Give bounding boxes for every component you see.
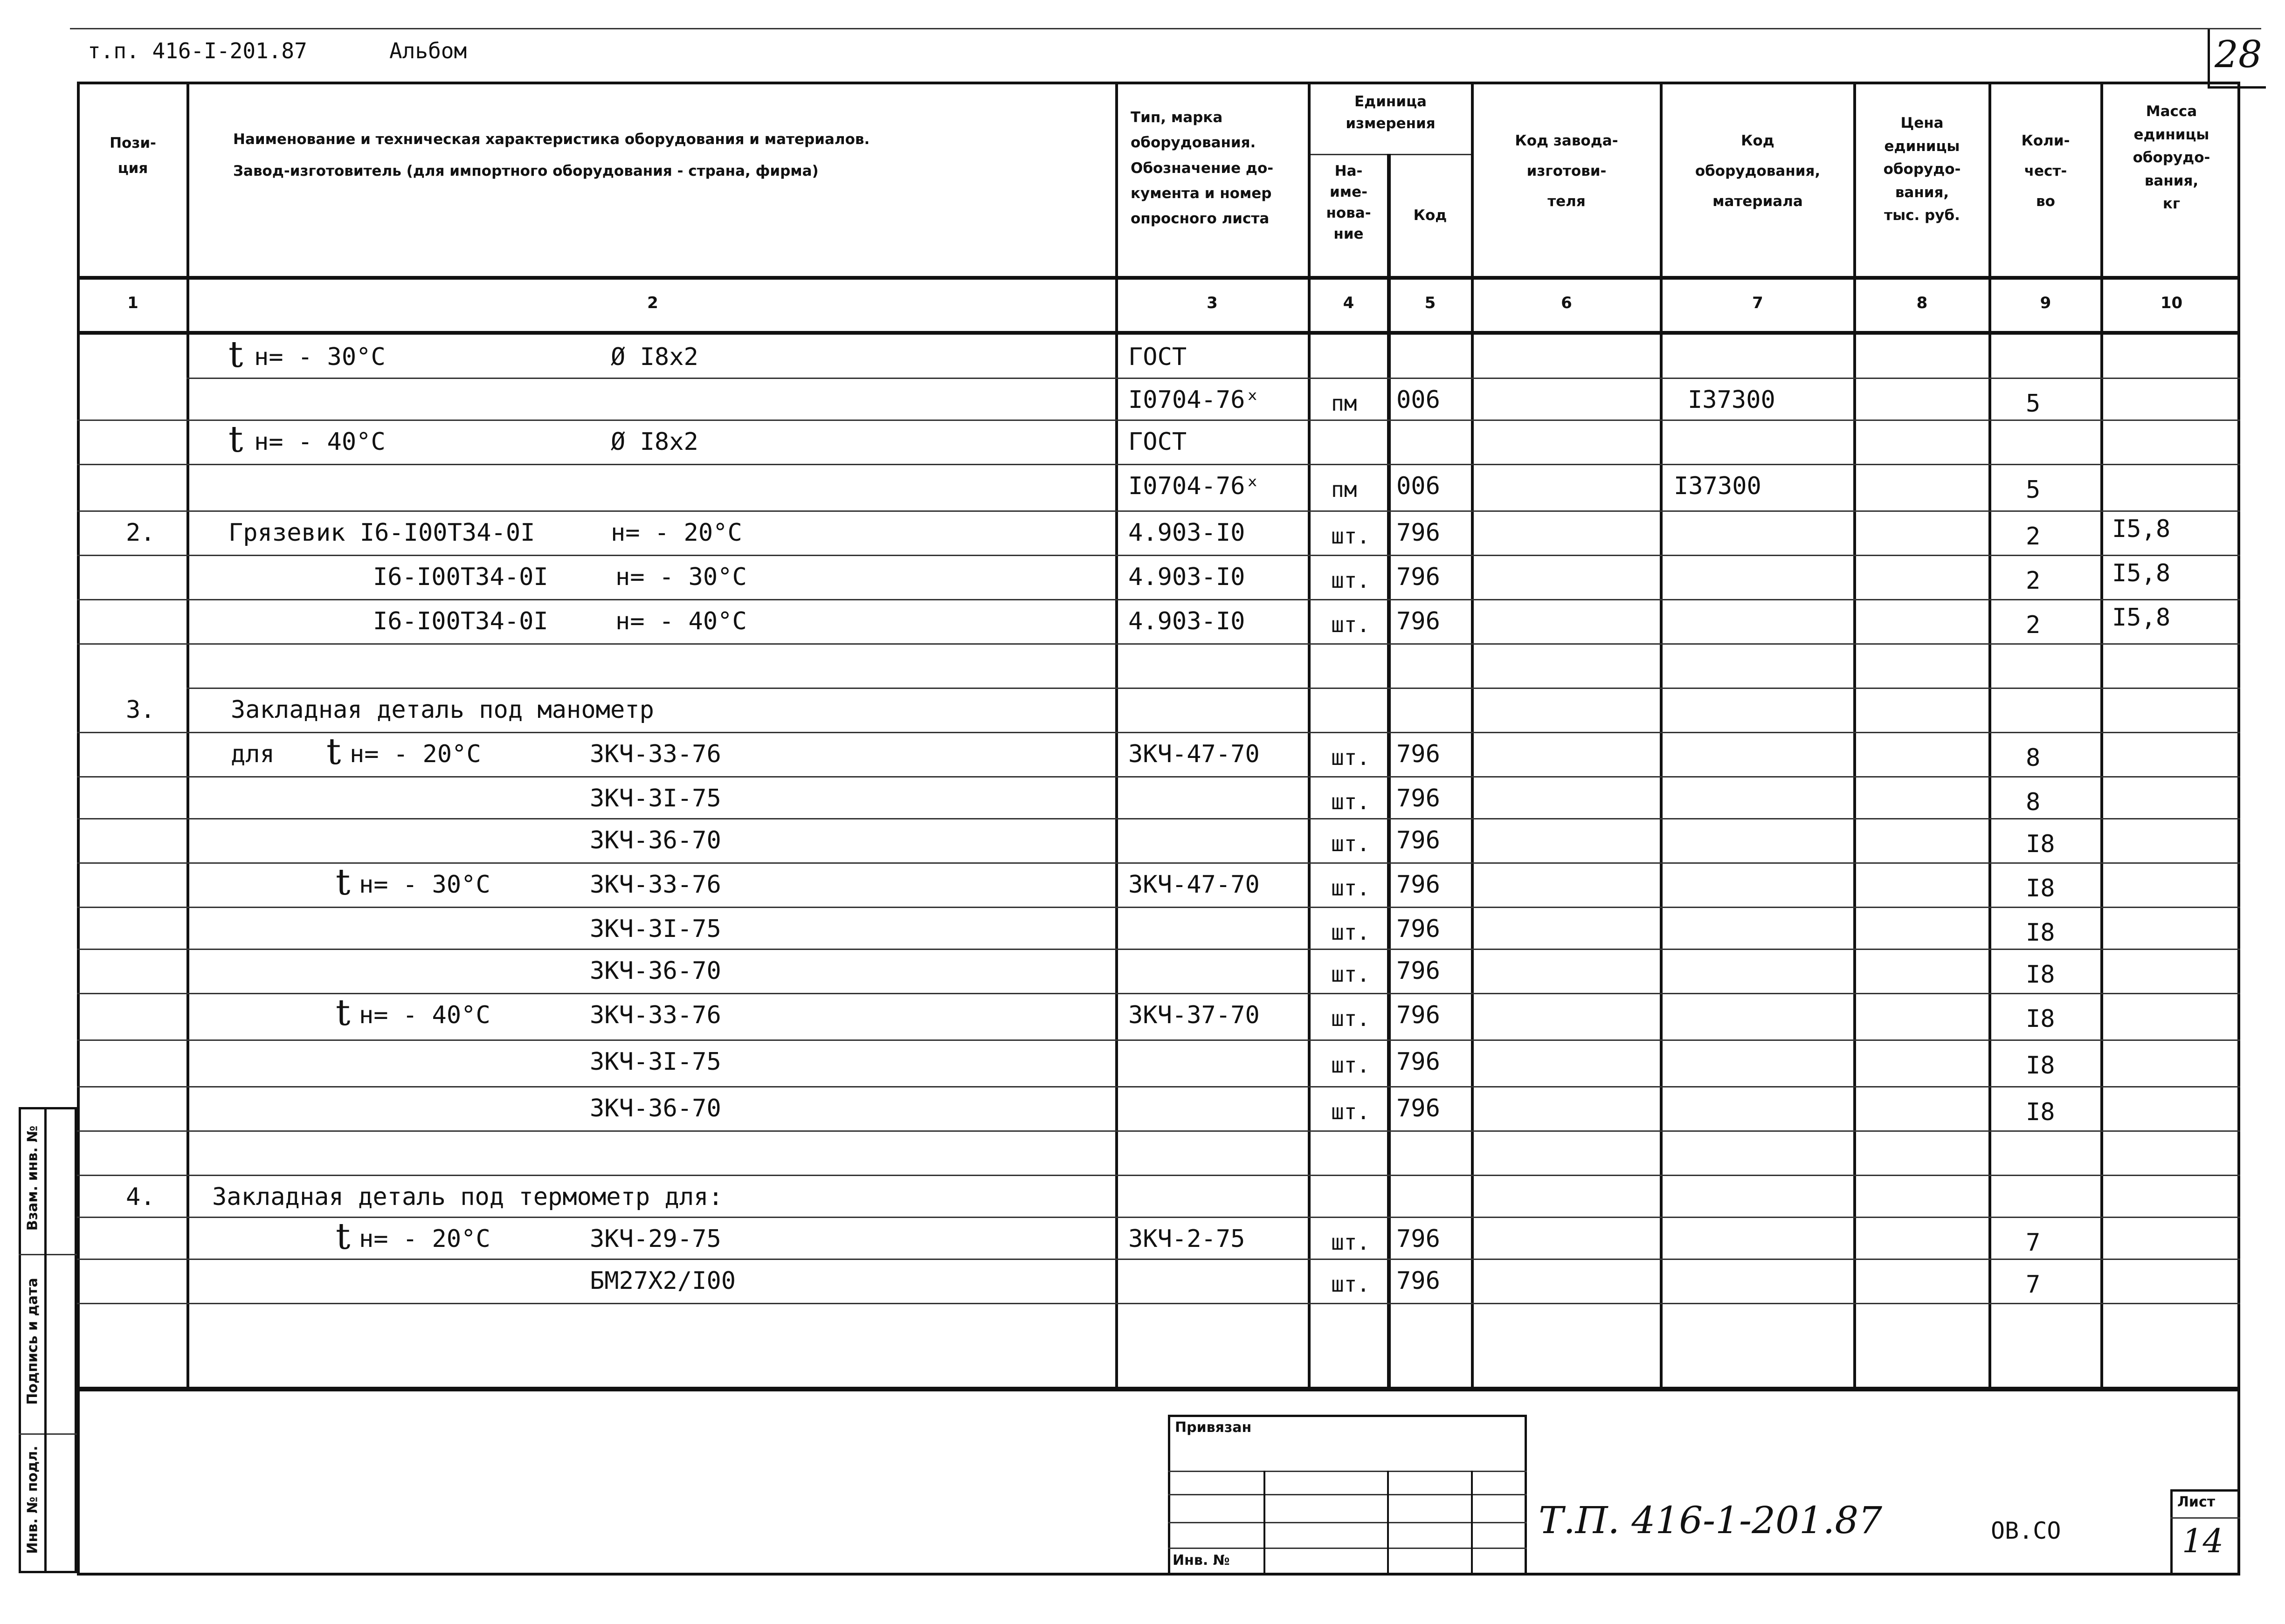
col-number: 7 [1752,294,1763,312]
t-symbol: t [336,861,351,903]
row-divider [77,776,2240,778]
row-unit: шт. [1331,875,1370,901]
row-quantity: 2 [2026,567,2041,595]
col-divider-6 [1660,82,1663,1389]
col-number: 1 [127,294,138,312]
col-number: 9 [2040,294,2051,312]
stamp-col [1387,1471,1389,1576]
row-divider [77,1217,2240,1218]
row-type: 4.903-I0 [1128,607,1245,635]
row-unit-code: 796 [1396,784,1440,812]
t-symbol: t [228,419,243,461]
row-unit: шт. [1331,1006,1370,1031]
album-label: Альбом [389,38,467,63]
row-divider [77,862,2240,864]
row-name: Грязевик I6-I00Т34-0I [228,519,535,547]
side-label-inv-podl: Инв. № подл. [24,1445,41,1554]
col-header-price: Цена единицы оборудо- вания, тыс. руб. [1883,115,1961,224]
list-box-rule [2170,1517,2240,1519]
row-name-2: ЗКЧ-3I-75 [590,915,721,943]
row-unit-code: 796 [1396,871,1440,899]
row-divider [77,464,2240,465]
row-name-2: н= - 20°С [611,519,742,547]
side-label-vzam: Взам. инв. № [24,1125,41,1231]
row-name-2: ЗКЧ-36-70 [590,826,721,854]
col-number: 6 [1561,294,1572,312]
row-type: I0704-76ˣ [1128,472,1260,500]
row-quantity: 2 [2026,523,2041,551]
col-number: 3 [1207,294,1218,312]
row-name-tn: н= - 20°С [350,740,481,768]
row-divider [186,378,2240,379]
row-quantity: 7 [2026,1229,2041,1257]
row-divider [77,993,2240,994]
row-type: ЗКЧ-47-70 [1128,740,1260,768]
row-type: 4.903-I0 [1128,519,1245,547]
inv-no-label: Инв. № [1173,1552,1230,1569]
col-header-material-code: Код оборудования, материала [1695,132,1821,210]
title-block [77,1387,2240,1576]
row-type: ЗКЧ-2-75 [1128,1225,1245,1253]
row-unit: шт. [1331,1053,1370,1078]
col-header-unit-group: Единица измерения [1346,93,1436,132]
col-header-position: Пози- ция [110,135,156,177]
row-name-tn: н= - 40°С [359,1001,490,1029]
row-name: Закладная деталь под манометр [231,696,654,724]
list-label: Лист [2177,1494,2216,1510]
row-unit: шт. [1331,962,1370,987]
col-header-unit-name: На- име- нова- ние [1326,163,1371,242]
row-name-2: ЗКЧ-29-75 [590,1225,721,1253]
row-unit-code: 796 [1396,1094,1440,1122]
row-name-2: ЗКЧ-33-76 [590,871,721,899]
row-divider [77,732,2240,733]
side-strip-inner [44,1107,47,1573]
row-name-2: Ø I8х2 [611,343,698,371]
col-divider-1 [186,82,189,1389]
side-strip-divider [19,1254,77,1255]
row-divider [77,949,2240,950]
col-number-rule [77,331,2240,335]
row-type: ГОСТ [1128,343,1187,371]
col-divider-9 [2100,82,2103,1389]
col-header-name: Наименование и техническая характеристика оборудования и материалов. Завод-изготовитель (для импортного оборудования - страна, фирма) [233,131,870,180]
col-number: 8 [1916,294,1928,312]
row-unit: шт. [1331,1099,1370,1124]
col-divider-7 [1853,82,1856,1389]
row-position: 2. [126,519,155,547]
row-quantity: I8 [2026,1052,2055,1080]
col-header-qty: Коли- чест- во [2021,132,2070,210]
row-quantity: 2 [2026,611,2041,639]
row-name-2: ЗКЧ-33-76 [590,1001,721,1029]
side-label-podpis: Подпись и дата [24,1278,41,1405]
row-type: ЗКЧ-37-70 [1128,1001,1260,1029]
row-unit: шт. [1331,612,1370,637]
row-name: I6-I00Т34-0I [373,563,548,591]
col-number: 2 [647,294,658,312]
row-name: для [231,740,275,768]
row-quantity: 8 [2026,744,2041,772]
row-name-2: БМ27Х2/I00 [590,1267,736,1295]
row-divider [77,818,2240,819]
row-name-2: ЗКЧ-33-76 [590,740,721,768]
row-type: I0704-76ˣ [1128,386,1260,414]
row-name: н= - 30°С [254,343,386,371]
t-symbol: t [336,992,351,1034]
row-quantity: 8 [2026,788,2041,816]
row-unit-code: 796 [1396,1267,1440,1295]
row-unit: шт. [1331,745,1370,770]
header-bottom-rule [77,276,2240,280]
row-quantity: I8 [2026,1098,2055,1126]
stamp-col [1471,1471,1473,1576]
row-unit: шт. [1331,523,1370,549]
col-divider-4 [1387,154,1391,1389]
row-unit: шт. [1331,1272,1370,1297]
row-name-2: н= - 40°С [615,607,747,635]
t-symbol: t [228,334,243,376]
row-unit: шт. [1331,568,1370,593]
col-header-mass: Масса единицы оборудо- вания, кг [2133,103,2210,213]
row-unit-code: 796 [1396,1001,1440,1029]
row-unit-code: 796 [1396,915,1440,943]
row-divider [77,1130,2240,1132]
row-name: Закладная деталь под термометр для: [212,1183,723,1211]
stamp-rule [1168,1522,1527,1523]
row-divider [77,420,2240,421]
row-mass: I5,8 [2112,515,2171,543]
row-divider [77,555,2240,556]
row-unit-code: 796 [1396,1048,1440,1076]
stamp-rule [1168,1471,1527,1472]
row-unit-code: 796 [1396,519,1440,547]
row-divider [77,1086,2240,1087]
page-number: 28 [2215,33,2262,76]
row-unit: шт. [1331,1230,1370,1255]
col-number: 10 [2160,294,2183,312]
stamp-col [1263,1471,1265,1576]
row-divider [77,907,2240,908]
row-quantity: I8 [2026,1005,2055,1033]
row-divider [77,599,2240,600]
row-material-code: I37300 [1688,386,1775,414]
row-type: ЗКЧ-47-70 [1128,871,1260,899]
row-unit: шт. [1331,831,1370,856]
row-material-code: I37300 [1674,472,1761,500]
row-unit-code: 796 [1396,826,1440,854]
col-divider-2 [1115,82,1118,1389]
row-mass: I5,8 [2112,559,2171,587]
row-unit: пм [1331,391,1357,416]
t-symbol: t [336,1216,351,1258]
stamp-rule [1168,1548,1527,1549]
row-unit-code: 796 [1396,740,1440,768]
row-unit-code: 796 [1396,1225,1440,1253]
row-type: 4.903-I0 [1128,563,1245,591]
row-name: I6-I00Т34-0I [373,607,548,635]
row-unit-code: 796 [1396,957,1440,985]
row-divider [77,1259,2240,1260]
doc-code-handwritten: Т.П. 416-1-201.87 [1539,1499,1882,1542]
row-unit: пм [1331,477,1357,502]
row-name: н= - 40°С [254,428,386,456]
row-quantity: I8 [2026,961,2055,989]
row-name-tn: н= - 20°С [359,1225,490,1253]
t-symbol: t [326,731,341,773]
row-quantity: I8 [2026,830,2055,858]
col-divider-3 [1308,82,1311,1389]
col-header-unit-code: Код [1413,207,1447,224]
row-divider [77,1039,2240,1041]
row-position: 3. [126,696,155,724]
row-quantity: 7 [2026,1271,2041,1299]
top-rule [70,28,2261,29]
stamp-rule [1168,1494,1527,1495]
row-unit-code: 796 [1396,563,1440,591]
doc-reference: т.п. 416-I-201.87 [88,38,307,63]
row-unit-code: 796 [1396,607,1440,635]
row-divider [186,688,2240,689]
col-number: 5 [1424,294,1436,312]
row-unit-code: 006 [1396,386,1440,414]
row-divider [77,510,2240,512]
col-divider-5 [1471,82,1474,1389]
row-name-2: Ø I8х2 [611,428,698,456]
row-mass: I5,8 [2112,604,2171,632]
privyazan-label: Привязан [1175,1419,1252,1436]
row-divider [77,1175,2240,1176]
row-name-2: ЗКЧ-3I-75 [590,1048,721,1076]
sheet-code: ОВ.СО [1991,1517,2061,1544]
row-type: ГОСТ [1128,428,1187,456]
row-divider [77,643,2240,645]
row-name-tn: н= - 30°С [359,871,490,899]
row-name-2: н= - 30°С [615,563,747,591]
row-unit: шт. [1331,789,1370,814]
row-position: 4. [126,1183,155,1211]
row-quantity: I8 [2026,919,2055,947]
row-quantity: 5 [2026,390,2041,418]
col-header-type: Тип, марка оборудования. Обозначение до- кумента и номер опросного листа [1131,109,1274,227]
list-number: 14 [2182,1522,2224,1560]
row-name-2: ЗКЧ-36-70 [590,1094,721,1122]
col-number: 4 [1343,294,1354,312]
row-unit: шт. [1331,920,1370,945]
row-divider [77,1303,2240,1304]
col-header-plant-code: Код завода- изготови- теля [1515,132,1618,210]
row-quantity: 5 [2026,476,2041,504]
row-quantity: I8 [2026,874,2055,902]
col-divider-8 [1988,82,1991,1389]
row-name-2: ЗКЧ-36-70 [590,957,721,985]
row-unit-code: 006 [1396,472,1440,500]
row-name-2: ЗКЧ-3I-75 [590,784,721,812]
